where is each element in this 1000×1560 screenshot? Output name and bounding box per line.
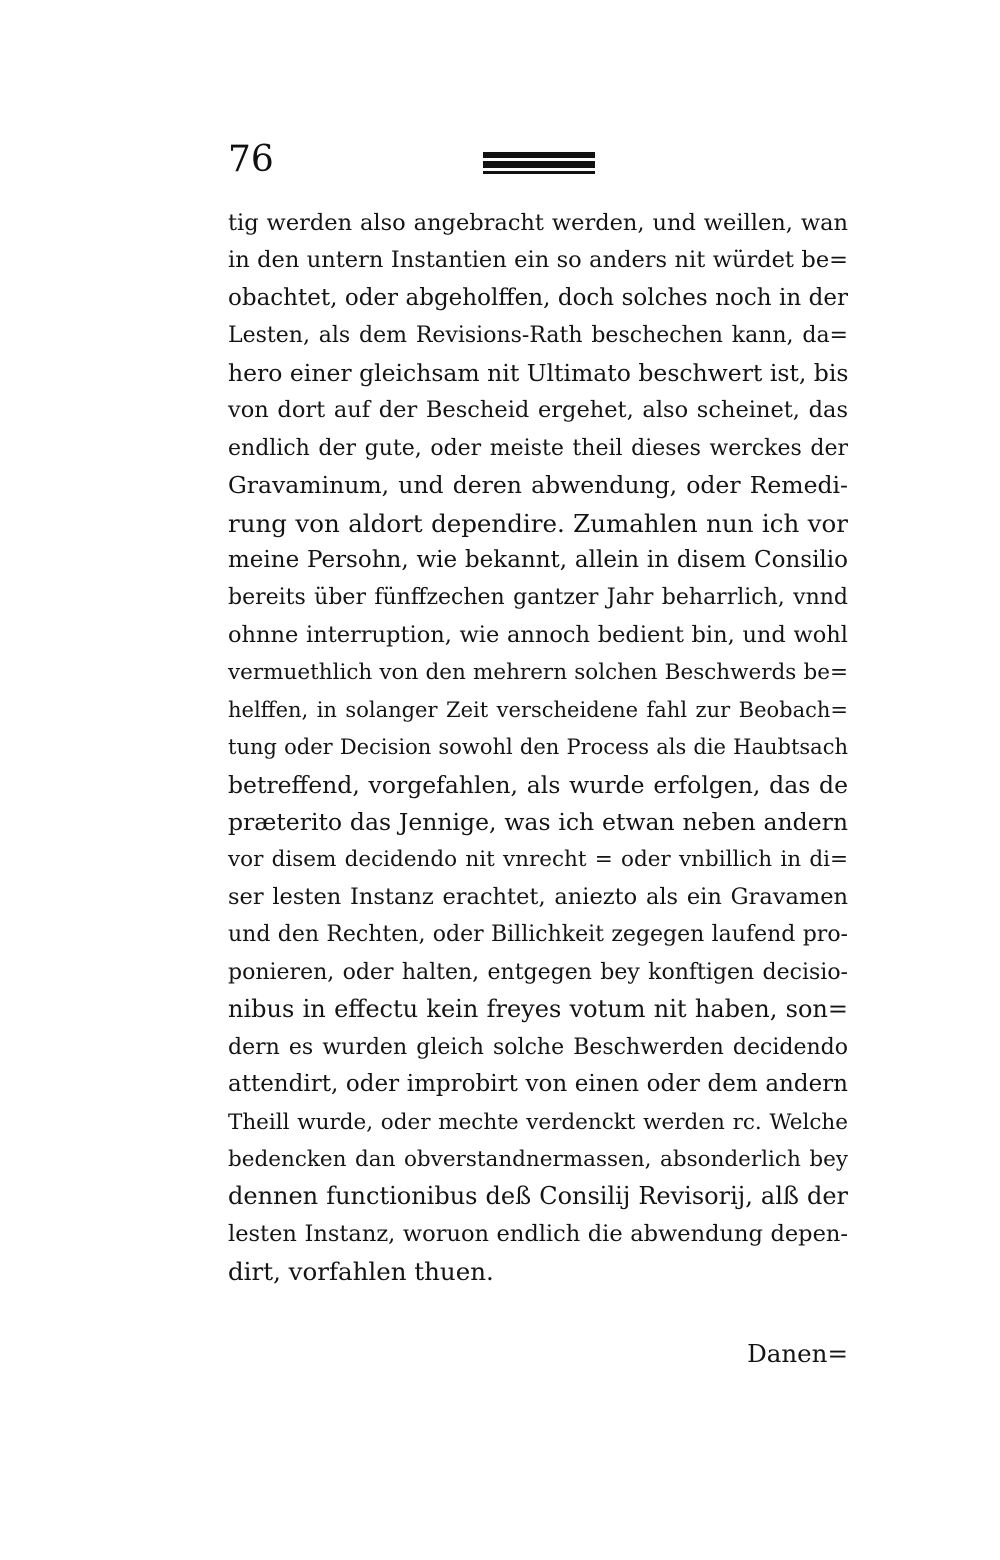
text-line: Gravaminum, und deren abwendung, oder Remedi- — [228, 471, 848, 500]
text-line: dennen functionibus deß Consilij Revisorij, alß der — [228, 1182, 848, 1211]
text-line: von dort auf der Bescheid ergehet, also scheinet, das — [228, 397, 848, 424]
text-line: und den Rechten, oder Billichkeit zegegen laufend pro- — [228, 922, 848, 948]
header-rule-bar — [483, 161, 595, 168]
text-line: hero einer gleichsam nit Ultimato beschwert ist, bis — [228, 358, 849, 387]
text-line: Theill wurde, oder mechte verdenckt werden rc. Welche — [228, 1109, 848, 1135]
text-line-last: dirt, vorfahlen thuen. — [228, 1257, 494, 1287]
text-line: rung von aldort dependire. Zumahlen nun ich vor — [228, 508, 848, 538]
text-line: ponieren, oder halten, entgegen bey konftigen decisio- — [228, 959, 848, 985]
header-rule-bar — [483, 152, 595, 158]
text-line: obachtet, oder abgeholffen, doch solches noch in der — [228, 284, 848, 311]
text-line: vor disem decidendo nit vnrecht = oder vnbillich in di= — [228, 847, 848, 873]
header-rule-bar — [483, 171, 595, 174]
text-line: præterito das Jennige, was ich etwan neben andern — [228, 808, 848, 836]
catchword: Danen= — [747, 1339, 848, 1368]
text-line: meine Persohn, wie bekannt, allein in disem Consilio — [228, 546, 848, 573]
text-line: nibus in effectu kein freyes votum nit haben, son= — [228, 995, 848, 1024]
text-line: lesten Instanz, woruon endlich die abwendung depen- — [228, 1220, 848, 1247]
text-line: attendirt, oder improbirt von einen oder dem andern — [228, 1071, 848, 1098]
text-line: bereits über fünffzechen gantzer Jahr beharrlich, vnnd — [228, 585, 848, 611]
header-rule-ornament — [483, 152, 595, 178]
text-line: Lesten, als dem Revisions-Rath beschechen kann, da= — [228, 323, 848, 349]
text-line: dern es wurden gleich solche Beschwerden decidendo — [228, 1034, 848, 1060]
body-text — [228, 205, 848, 1291]
text-line: bedencken dan obverstandnermassen, absonderlich bey — [228, 1146, 848, 1172]
text-line: endlich der gute, oder meiste theil dieses werckes der — [228, 435, 848, 461]
text-line: in den untern Instantien ein so anders nit würdet be= — [228, 247, 848, 274]
text-line: betreffend, vorgefahlen, als wurde erfolgen, das de — [228, 770, 848, 799]
text-line: ohnne interruption, wie annoch bedient bin, und wohl — [228, 621, 848, 648]
text-line: helffen, in solanger Zeit verscheidene fahl zur Beobach= — [228, 697, 848, 722]
text-line: ser lesten Instanz erachtet, aniezto als ein Gravamen — [228, 883, 848, 910]
page-number: 76 — [228, 139, 274, 180]
text-line: vermuethlich von den mehrern solchen Beschwerds be= — [228, 660, 848, 686]
text-line: tung oder Decision sowohl den Process als die Haubtsach — [228, 735, 848, 760]
text-line: tig werden also angebracht werden, und weillen, wan — [228, 210, 848, 236]
